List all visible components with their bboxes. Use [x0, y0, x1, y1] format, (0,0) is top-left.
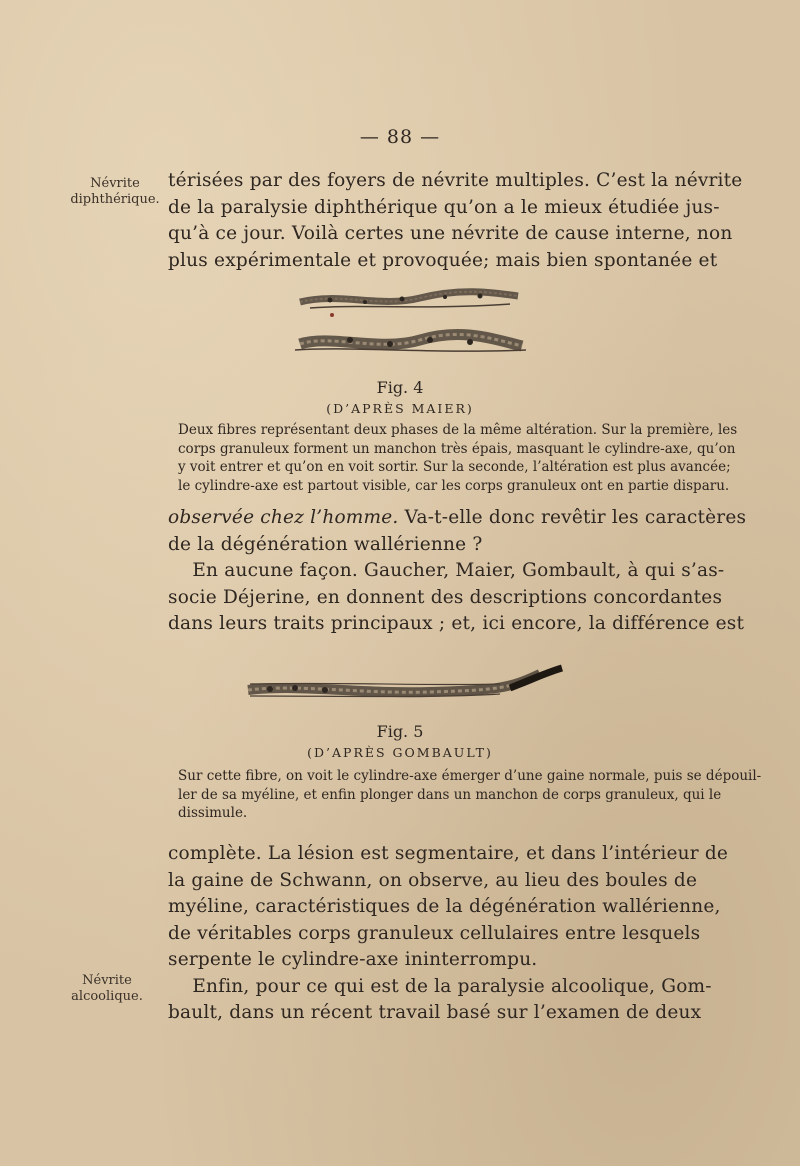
text-line: térisées par des foyers de névrite multiples. C’est la névrite [168, 170, 743, 191]
text-line [168, 505, 747, 532]
text-line: la gaine de Schwann, on observe, au lieu des boules de [168, 869, 698, 891]
margin-note-line: alcoolique. [71, 989, 143, 1004]
text-line: serpente le cylindre-axe ininterrompu. [168, 949, 538, 970]
legend-line: Sur cette fibre, on voit le cylindre-axe émerger d’une gaine normale, puis se dépouil- [178, 768, 762, 784]
margin-note-line: Névrite [82, 973, 132, 988]
text-line: bault, dans un récent travail basé sur l’examen de deux [168, 1002, 702, 1023]
text-line: myéline, caractéristiques de la dégénération wallérienne, [168, 896, 721, 917]
nerve-fiber-upper [300, 292, 518, 317]
legend-line: corps granuleux forment un manchon très épais, masquant le cylindre-axe, qu’on [178, 440, 736, 457]
page-number: — 88 — [359, 126, 441, 148]
margin-note-nevrite-alcoolique [52, 973, 162, 1005]
paragraph-1 [168, 168, 743, 274]
figure-4-legend [178, 421, 738, 495]
legend-line: y voit entrer et qu’on en voit sortir. Sur la seconde, l’altération est plus avancée; [178, 459, 731, 475]
paragraph-2 [168, 505, 747, 638]
figure-5-credit: (D’APRÈS GOMBAULT) [307, 745, 493, 760]
text-line: socie Déjerine, en donnent des descriptions concordantes [168, 586, 723, 608]
nerve-fiber [248, 668, 562, 697]
figure-4-credit: (D’APRÈS MAIER) [326, 401, 474, 416]
text-line: complète. La lésion est segmentaire, et dans l’intérieur de [168, 843, 729, 864]
text-line: En aucune façon. Gaucher, Maier, Gombault, à qui s’as- [168, 560, 725, 581]
legend-line: Deux fibres représentant deux phases de la même altération. Sur la première, les [178, 422, 738, 438]
figure-4-caption: Fig. 4 [376, 378, 424, 397]
figure-4-illustration [270, 282, 530, 362]
margin-note-line: diphthérique. [70, 192, 160, 207]
legend-line: le cylindre-axe est partout visible, car les corps granuleux ont en partie disparu. [178, 477, 730, 494]
text-fragment: Va-t-elle donc revêtir les caractères [398, 507, 747, 528]
text-line: de la dégénération wallérienne ? [168, 533, 483, 555]
text-line: Enfin, pour ce qui est de la paralysie alcoolique, Gom- [168, 975, 712, 997]
italic-phrase: observée chez l’homme. [168, 507, 399, 528]
nerve-fiber-lower [295, 334, 526, 351]
text-line: dans leurs traits principaux ; et, ici encore, la différence est [168, 613, 745, 634]
legend-line: dissimule. [178, 805, 248, 821]
figure-5-legend [178, 767, 762, 823]
paragraph-3 [168, 841, 729, 1027]
figure-5-caption: Fig. 5 [376, 722, 424, 741]
figure-5-illustration [240, 666, 570, 712]
text-line: de la paralysie diphthérique qu’on a le mieux étudiée jus- [168, 196, 720, 218]
margin-note-nevrite-diphtherique [60, 176, 170, 208]
legend-line: ler de sa myéline, et enfin plonger dans un manchon de corps granuleux, qui le [178, 786, 722, 803]
text-line: qu’à ce jour. Voilà certes une névrite de cause interne, non [168, 223, 733, 244]
margin-note-line: Névrite [90, 176, 140, 191]
text-line: plus expérimentale et provoquée; mais bien spontanée et [168, 249, 718, 271]
text-line: de véritables corps granuleux cellulaires entre lesquels [168, 922, 701, 944]
